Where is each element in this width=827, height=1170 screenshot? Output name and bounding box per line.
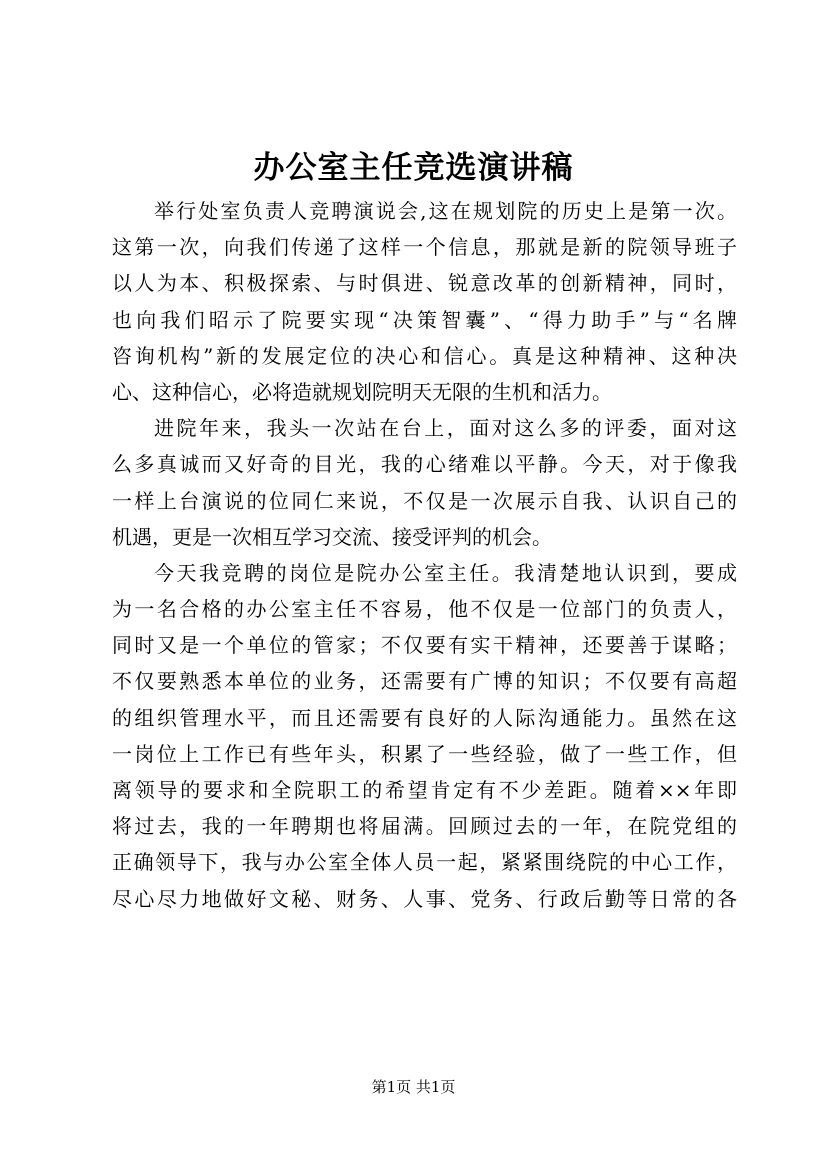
paragraph-line: 么多真诚而又好奇的目光，我的心绪难以平静。今天，对于像我 bbox=[112, 452, 737, 477]
paragraph-line: 也向我们昭示了院要实现“决策智囊”、“得力助手”与“名牌 bbox=[112, 307, 737, 332]
paragraph-line: 离领导的要求和全院职工的希望肯定有不少差距。随着××年即 bbox=[112, 778, 737, 802]
paragraph-line: 今天我竞聘的岗位是院办公室主任。我清楚地认识到，要成 bbox=[154, 560, 737, 585]
paragraph-line: 为一名合格的办公室主任不容易，他不仅是一位部门的负责人， bbox=[112, 597, 737, 622]
paragraph-line: 的组织管理水平，而且还需要有良好的人际沟通能力。虽然在这 bbox=[112, 705, 737, 730]
paragraph-line: 机遇，更是一次相互学习交流、接受评判的机会。 bbox=[112, 524, 552, 549]
paragraph-line: 咨询机构”新的发展定位的决心和信心。真是这种精神、这种决 bbox=[112, 343, 737, 368]
document-title: 办公室主任竞选演讲稿 bbox=[253, 150, 574, 186]
paragraph-line: 以人为本、积极探索、与时俱进、锐意改革的创新精神，同时， bbox=[112, 271, 737, 296]
document-body bbox=[112, 193, 737, 917]
page-footer: 第1页 共1页 bbox=[371, 1078, 456, 1096]
paragraph-line: 一岗位上工作已有些年头，积累了一些经验，做了一些工作，但 bbox=[112, 741, 737, 766]
paragraph-line: 进院年来，我头一次站在台上，面对这么多的评委，面对这 bbox=[154, 416, 737, 441]
paragraph-line: 尽心尽力地做好文秘、财务、人事、党务、行政后勤等日常的各 bbox=[112, 886, 737, 911]
paragraph-line: 心、这种信心，必将造就规划院明天无限的生机和活力。 bbox=[112, 379, 612, 404]
paragraph-line: 一样上台演说的位同仁来说，不仅是一次展示自我、认识自己的 bbox=[112, 488, 737, 513]
paragraph-line: 不仅要熟悉本单位的业务，还需要有广博的知识；不仅要有高超 bbox=[112, 669, 737, 694]
paragraph-line: 将过去，我的一年聘期也将届满。回顾过去的一年，在院党组的 bbox=[112, 814, 737, 839]
paragraph-line: 同时又是一个单位的管家；不仅要有实干精神，还要善于谋略； bbox=[112, 633, 737, 658]
paragraph-line: 这第一次，向我们传递了这样一个信息，那就是新的院领导班子 bbox=[112, 235, 737, 260]
paragraph-line: 正确领导下，我与办公室全体人员一起，紧紧围绕院的中心工作， bbox=[112, 850, 737, 875]
paragraph-line: 举行处室负责人竞聘演说会,这在规划院的历史上是第一次。 bbox=[154, 199, 737, 223]
